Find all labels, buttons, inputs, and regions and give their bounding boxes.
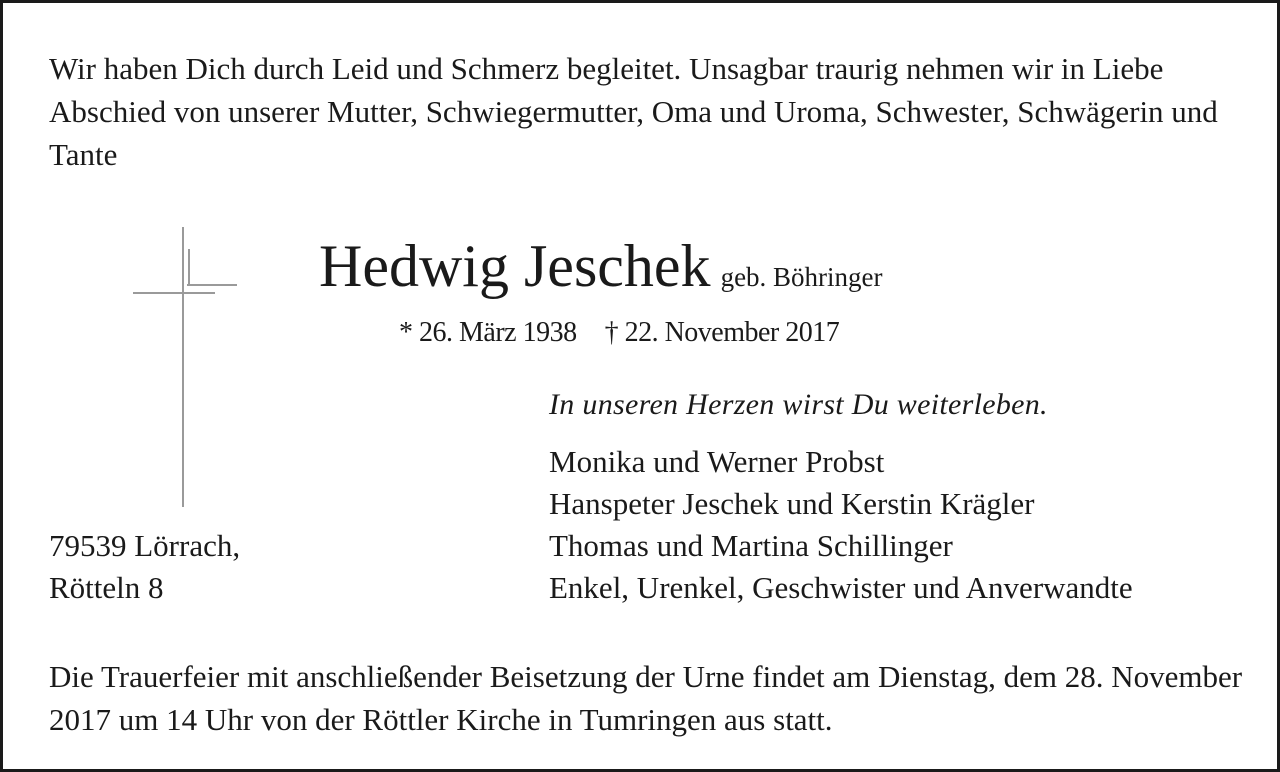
maiden-name: geb. Böhringer xyxy=(720,262,883,292)
deceased-heading xyxy=(319,231,883,301)
mourners-list xyxy=(549,441,1133,609)
intro-paragraph: Wir haben Dich durch Leid und Schmerz begleitet. Unsagbar traurig nehmen wir in Liebe Abschied von unserer Mutter, Schwiegermutter, Oma und Uroma, Schwester, Schwägerin und Tante xyxy=(49,51,1218,172)
address-city: 79539 Lörrach, xyxy=(49,528,241,563)
funeral-info: Die Trauerfeier mit anschließender Beisetzung der Urne findet am Dienstag, dem 28. November 2017 um 14 Uhr von der Röttler Kirche in Tumringen aus statt. xyxy=(49,659,1243,737)
address-street: Rötteln 8 xyxy=(49,570,164,605)
birth-date: * 26. März 1938 xyxy=(399,317,577,348)
mourner-item: Enkel, Urenkel, Geschwister und Anverwandte xyxy=(549,570,1133,605)
mourner-item: Monika und Werner Probst xyxy=(549,444,885,479)
life-dates xyxy=(399,315,839,351)
cross-icon xyxy=(131,227,239,509)
deceased-name: Hedwig Jeschek xyxy=(319,233,711,299)
death-date: † 22. November 2017 xyxy=(604,317,840,348)
mourner-item: Hanspeter Jeschek und Kerstin Krägler xyxy=(549,486,1035,521)
family-address xyxy=(49,525,240,609)
mourner-item: Thomas und Martina Schillinger xyxy=(549,528,953,563)
motto: In unseren Herzen wirst Du weiterleben. xyxy=(549,388,1048,421)
